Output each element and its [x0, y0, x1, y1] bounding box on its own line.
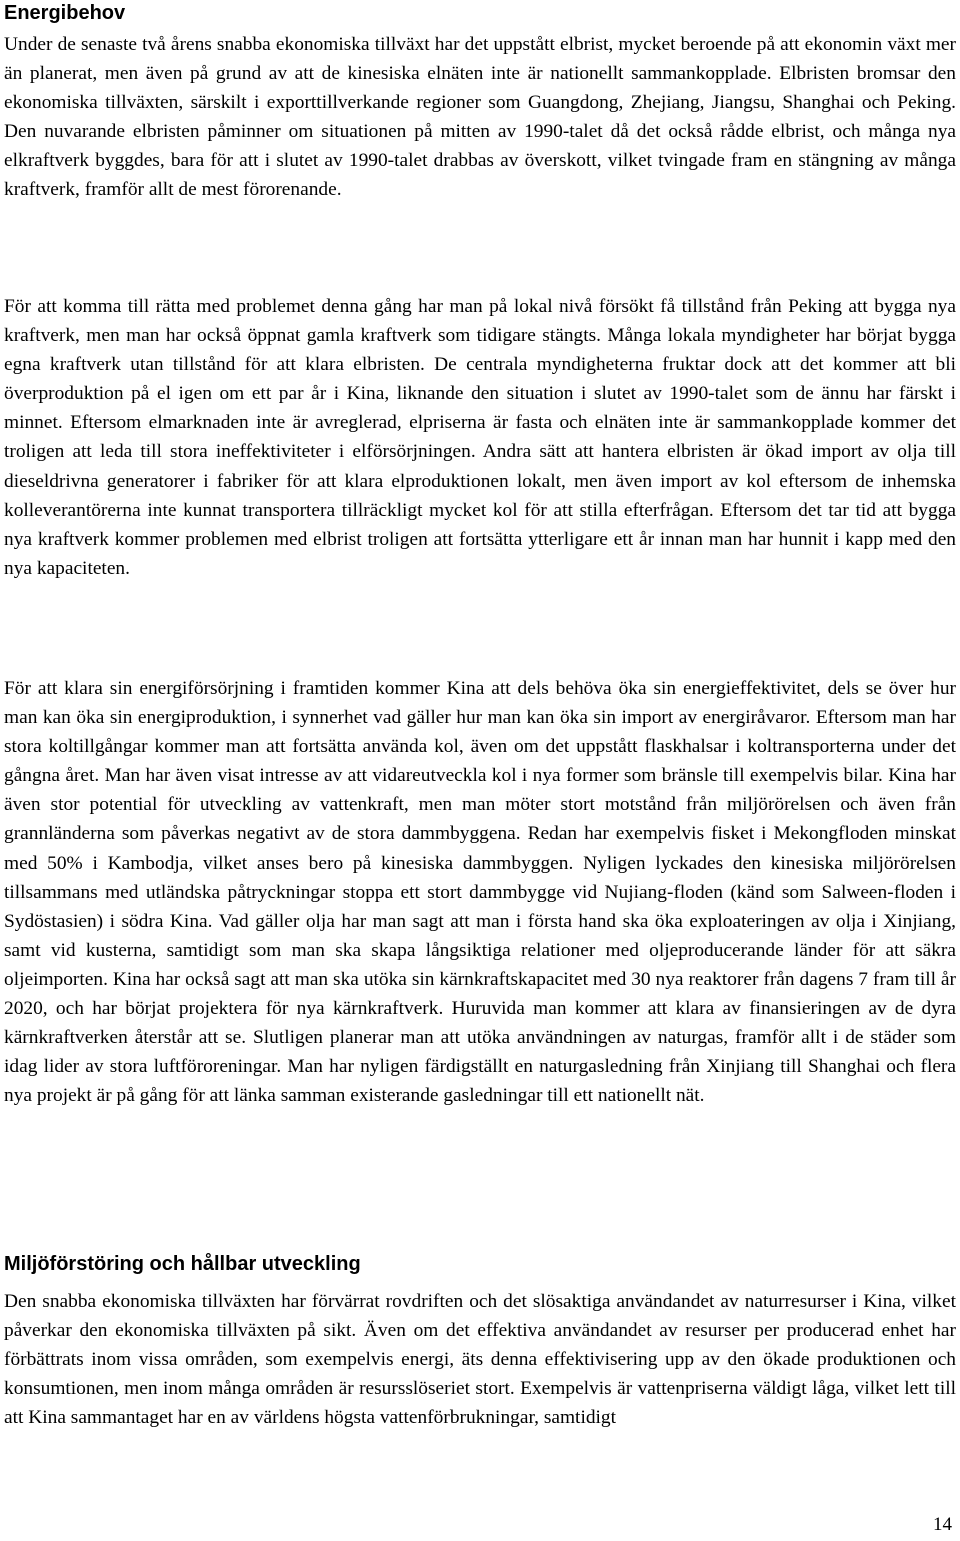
section-heading-miljoforstoring: Miljöförstöring och hållbar utveckling — [4, 1253, 361, 1275]
paragraph: Den snabba ekonomiska tillväxten har förvärrat rovdriften och det slösaktiga användandet av naturresurser i Kina, vilket påverkar den ekonomiska tillväxten på sikt. Även om det effektiva användandet av resurser per producerad enhet har förbättrats inom vissa områden, som exempelvis energi, äts denna effektivisering upp av den ökade produktionen och konsumtionen, men inom många områden är resursslöseriet stort. Exempelvis är vattenpriserna väldigt låga, vilket lett till att Kina sammantaget har en av världens högsta vattenförbrukningar, samtidigt — [4, 1291, 956, 1429]
paragraph: För att komma till rätta med problemet denna gång har man på lokal nivå försökt få tillstånd från Peking att bygga nya kraftverk, men man har också öppnat gamla kraftverk som tidigare stängts. Många lokala myndigheter har börjat bygga egna kraftverk utan tillstånd för att klara elbristen. De centrala myndigheterna fruktar dock att det kommer att bli överproduktion på el igen om ett par år i Kina, liknande den situation i slutet av 1990-talet som de ännu har färskt i minnet. Eftersom elmarknaden inte är avreglerad, elpriserna är fasta och elnäten inte är sammankopplade kommer det troligen att leda till stora ineffektiviteter i elförsörjningen. Andra sätt att hantera elbristen är ökad import av olja till dieseldrivna generatorer i fabriker för att klara elproduktionen lokalt, men även import av kol eftersom de inhemska kolleverantörerna inte kunnat transportera tillräckligt mycket kol för att stilla efterfrågan. Eftersom det tar tid att bygga nya kraftverk kommer problemen med elbrist troligen att fortsätta ytterligare ett år innan man har hunnit i kapp med den nya kapaciteten. — [4, 296, 956, 579]
paragraph: Under de senaste två årens snabba ekonomiska tillväxt har det uppstått elbrist, mycket beroende på att ekonomin växt mer än planerat, men även på grund av att de kinesiska elnäten inte är nationellt sammankopplade. Elbristen bromsar den ekonomiska tillväxten, särskilt i exporttillverkande regioner som Guangdong, Zhejiang, Jiangsu, Shanghai och Peking. Den nuvarande elbristen påminner om situationen på mitten av 1990-talet då det också rådde elbrist, och många nya elkraftverk byggdes, bara för att i slutet av 1990-talet drabbas av överskott, vilket tvingade fram en stängning av många kraftverk, framför allt de mest förorenande. — [4, 34, 956, 201]
section-heading-energibehov: Energibehov — [4, 2, 126, 24]
paragraph: För att klara sin energiförsörjning i framtiden kommer Kina att dels behöva öka sin energieffektivitet, dels se över hur man kan öka sin energiproduktion, i synnerhet vad gäller hur man kan öka sin import av energiråvaror. Eftersom man har stora koltillgångar kommer man att fortsätta använda kol, även om det uppstått flaskhalsar i koltransporterna under det gångna året. Man har även visat intresse av att vidareutveckla kol i nya former som bränsle till exempelvis bilar. Kina har även stor potential för utveckling av vattenkraft, men man möter stort motstånd från miljörörelsen och även från grannländerna som påverkas negativt av de stora dammbyggena. Redan har exempelvis fisket i Mekongfloden minskat med 50% i Kambodja, vilket anses bero på kinesiska dammbyggen. Nyligen lyckades den kinesiska miljörörelsen tillsammans med utländska påtryckningar stoppa ett stort dammbygge vid Nujiang-floden (känd som Salween-floden i Sydöstasien) i södra Kina. Vad gäller olja har man sagt att man i första hand ska öka exploateringen av olja i Xinjiang, samt vid kusterna, samtidigt som man ska skapa långsiktiga relationer med oljeproducerande länder för att säkra oljeimporten. Kina har också sagt att man ska utöka sin kärnkraftskapacitet med 30 nya reaktorer från dagens 7 fram till år 2020, och har börjat projektera för nya kärnkraftverk. Huruvida man kommer att klara av finansieringen av de dyra kärnkraftverken återstår att se. Slutligen planerar man att utöka användningen av naturgas, framför allt i de städer som idag lider av stora luftföroreningar. Man har nyligen färdigställt en naturgasledning från Xinjiang till Shanghai och flera nya projekt är på gång för att länka samman existerande gasledningar till ett nationellt nät. — [4, 678, 956, 1107]
document-page — [4, 0, 956, 1541]
page-number: 14 — [933, 1514, 952, 1535]
